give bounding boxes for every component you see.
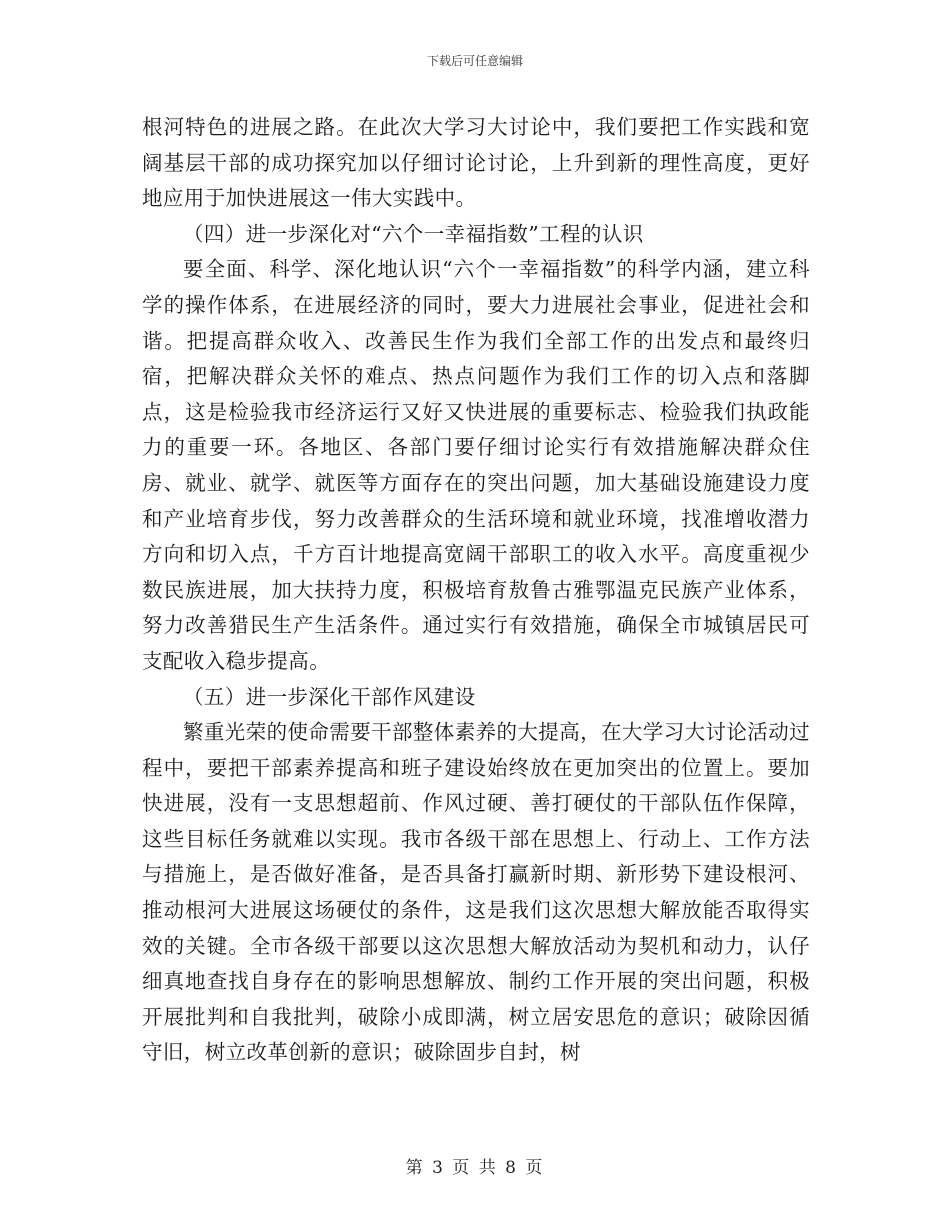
- page-number-footer: 第 3 页 共 8 页: [405, 1158, 545, 1178]
- paragraph-cadre-style: 繁重光荣的使命需要干部整体素养的大提高，在大学习大讨论活动过程中，要把干部素养提高和班子建设始终放在更加突出的位置上。要加快进展，没有一支思想超前、作风过硬、善打硬仗的干部队伍作保障，这些目标任务就难以实现。我市各级干部在思想上、行动上、工作方法与措施上，是否做好准备，是否具备打赢新时期、新形势下建设根河、推动根河大进展这场硬仗的条件，这是我们这次思想大解放能否取得实效的关键。全市各级干部要以这次思想大解放活动为契机和动力，认仔细真地查找自身存在的影响思想解放、制约工作开展的突出问题，积极开展批判和自我批判，破除小成即满，树立居安思危的意识；破除因循守旧，树立改革创新的意识；破除固步自封，树: [142, 720, 810, 1065]
- paragraph-continuation: 根河特色的进展之路。在此次大学习大讨论中，我们要把工作实践和宽阔基层干部的成功探究加以仔细讨论讨论，上升到新的理性高度，更好地应用于加快进展这一伟大实践中。: [142, 115, 810, 211]
- section-heading-5: （五）进一步深化干部作风建设: [183, 684, 476, 709]
- section-heading-4: （四）进一步深化对“六个一幸福指数”工程的认识: [183, 221, 644, 246]
- paragraph-happiness-index: 要全面、科学、深化地认识“六个一幸福指数”的科学内涵，建立科学的操作体系，在进展经济的同时，要大力进展社会事业，促进社会和谐。把提高群众收入、改善民生作为我们全部工作的出发点和最终归宿，把解决群众关怀的难点、热点问题作为我们工作的切入点和落脚点，这是检验我市经济运行又好又快进展的重要标志、检验我们执政能力的重要一环。各地区、各部门要仔细讨论实行有效措施解决群众住房、就业、就学、就医等方面存在的突出问题，加大基础设施建设力度和产业培育步伐，努力改善群众的生活环境和就业环境，找准增收潜力方向和切入点，千方百计地提高宽阔干部职工的收入水平。高度重视少数民族进展，加大扶持力度，积极培育敖鲁古雅鄂温克民族产业体系，努力改善猎民生产生活条件。通过实行有效措施，确保全市城镇居民可支配收入稳步提高。: [142, 257, 810, 673]
- page-header-note: 下载后可任意编辑: [426, 54, 523, 68]
- document-body: [142, 110, 810, 1071]
